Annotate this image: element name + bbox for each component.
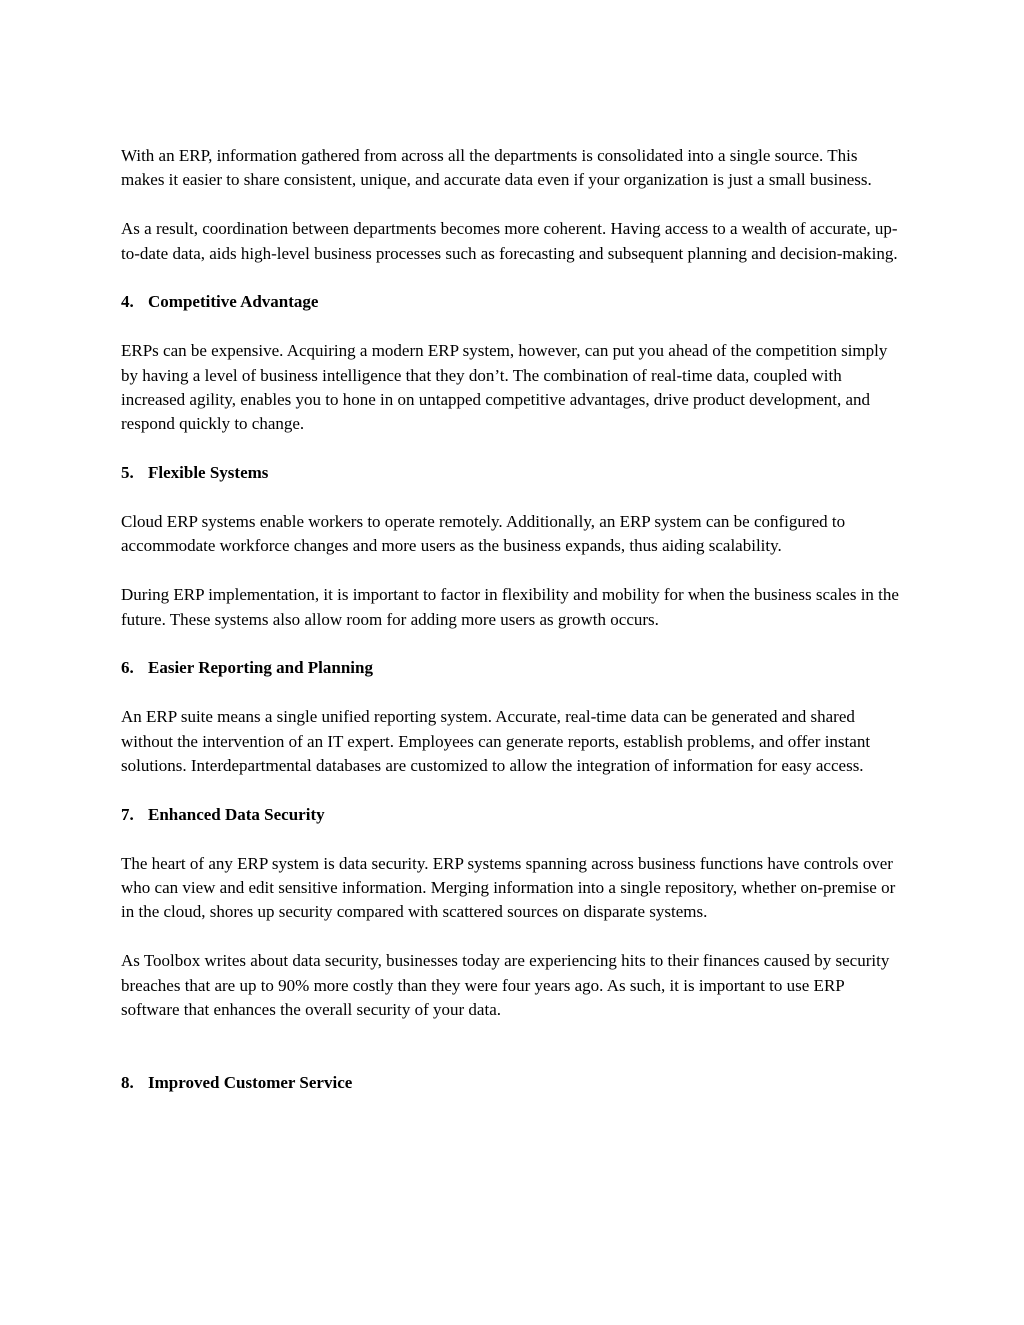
paragraph-coordination: As a result, coordination between departments becomes more coherent. Having access to a wealth of accurate, up-to-date data, aids high-level business processes such as forecasting and subsequent planning and decision-making. — [121, 219, 898, 263]
heading-flexible-systems — [121, 461, 905, 485]
heading-text: Improved Customer Service — [148, 1073, 353, 1093]
heading-competitive-advantage — [121, 290, 905, 314]
heading-text: Flexible Systems — [148, 463, 269, 483]
heading-easier-reporting — [121, 656, 905, 680]
heading-number: 7. — [121, 804, 134, 824]
heading-text: Competitive Advantage — [148, 292, 319, 312]
heading-number: 8. — [121, 1073, 134, 1093]
paragraph-data-security: The heart of any ERP system is data security. ERP systems spanning across business functions have controls over who can view and edit sensitive information. Merging information into a single repository, whether on-premise or in the cloud, shores up security compared with scattered sources on disparate systems. — [121, 853, 896, 922]
paragraph-toolbox: As Toolbox writes about data security, businesses today are experiencing hits to their finances caused by security breaches that are up to 90% more costly than they were four years ago. As such, it is important to use ERP software that enhances the overall security of your data. — [121, 951, 890, 1020]
heading-text: Easier Reporting and Planning — [148, 658, 373, 678]
paragraph-consolidated-data: With an ERP, information gathered from across all the departments is consolidated into a single source. This makes it easier to share consistent, unique, and accurate data even if your organization is just a small business. — [121, 146, 872, 190]
paragraph-reporting-system: An ERP suite means a single unified reporting system. Accurate, real-time data can be generated and shared without the intervention of an IT expert. Employees can generate reports, establish problems, and offer instant solutions. Interdepartmental databases are customized to allow the integration of information for easy access. — [121, 707, 871, 776]
paragraph-competitive-advantage: ERPs can be expensive. Acquiring a modern ERP system, however, can put you ahead of the competition simply by having a level of business intelligence that they don’t. The combination of real-time data, coupled with increased agility, enables you to hone in on untapped competitive advantages, drive product development, and respond quickly to change. — [121, 341, 888, 434]
paragraph-cloud-erp: Cloud ERP systems enable workers to operate remotely. Additionally, an ERP system can be configured to accommodate workforce changes and more users as the business expands, thus aiding scalability. — [121, 512, 846, 556]
document-body — [121, 144, 905, 1120]
paragraph-erp-implementation: During ERP implementation, it is important to factor in flexibility and mobility for when the business scales in the future. These systems also allow room for adding more users as growth occurs. — [121, 585, 899, 629]
heading-number: 6. — [121, 658, 134, 678]
heading-number: 5. — [121, 463, 134, 483]
heading-text: Enhanced Data Security — [148, 804, 325, 824]
heading-data-security — [121, 803, 905, 827]
heading-number: 4. — [121, 292, 134, 312]
heading-customer-service — [121, 1071, 905, 1095]
